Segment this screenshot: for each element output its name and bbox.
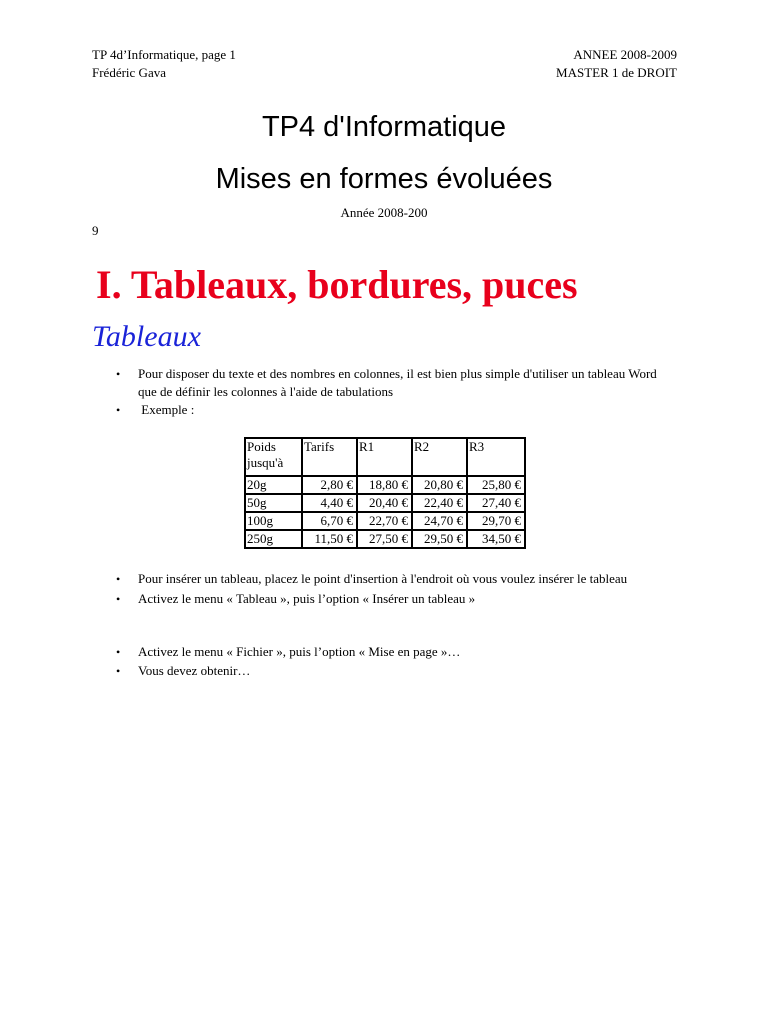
bullet-icon: • <box>116 664 121 678</box>
bullet-icon: • <box>116 367 121 381</box>
table-row <box>245 530 525 548</box>
table-cell: 29,70 € <box>467 512 525 530</box>
table-cell: 24,70 € <box>412 512 467 530</box>
tariff-table <box>244 437 526 549</box>
bullet-text: Activez le menu « Tableau », puis l’option « Insérer un tableau » <box>138 591 476 606</box>
table-cell: 4,40 € <box>302 494 357 512</box>
bullet-text: Exemple : <box>138 402 195 417</box>
bullet-text: Pour insérer un tableau, placez le point d'insertion à l'endroit où vous voulez insérer le tableau <box>138 571 628 586</box>
table-cell: 29,50 € <box>412 530 467 548</box>
table-header-cell: R2 <box>412 438 467 476</box>
list-item <box>0 401 768 419</box>
academic-year: Année 2008-200 <box>340 205 428 220</box>
table-header-cell: Tarifs <box>302 438 357 476</box>
table-cell: 20,40 € <box>357 494 412 512</box>
document-subtitle: Mises en formes évoluées <box>215 163 553 195</box>
intro-bullet-list <box>0 365 768 419</box>
list-item <box>0 365 768 401</box>
list-item <box>0 590 768 608</box>
table-cell: 20g <box>245 476 302 494</box>
bullet-icon: • <box>116 645 121 659</box>
table-cell: 6,70 € <box>302 512 357 530</box>
table-cell: 20,80 € <box>412 476 467 494</box>
header-course-page: TP 4d’Informatique, page 1 <box>92 47 236 62</box>
table-row <box>245 476 525 494</box>
table-cell: 25,80 € <box>467 476 525 494</box>
table-cell: 250g <box>245 530 302 548</box>
page-header-right <box>556 46 677 82</box>
bullet-icon: • <box>116 592 121 606</box>
table-row <box>245 494 525 512</box>
table-cell: 18,80 € <box>357 476 412 494</box>
subsection-heading: Tableaux <box>92 320 201 353</box>
list-item <box>0 643 768 661</box>
table-header-row <box>245 438 525 476</box>
table-cell: 2,80 € <box>302 476 357 494</box>
table-header-cell: R1 <box>357 438 412 476</box>
bullet-text: Vous devez obtenir… <box>138 663 251 678</box>
table-cell: 11,50 € <box>302 530 357 548</box>
insert-table-bullet-list <box>0 570 768 608</box>
header-program: MASTER 1 de DROIT <box>556 65 677 80</box>
table-cell: 50g <box>245 494 302 512</box>
table-cell: 34,50 € <box>467 530 525 548</box>
academic-year-wrap: 9 <box>92 223 99 238</box>
header-year: ANNEE 2008-2009 <box>573 47 677 62</box>
tariff-table-wrapper <box>244 437 526 549</box>
header-author: Frédéric Gava <box>92 65 166 80</box>
table-header-cell: R3 <box>467 438 525 476</box>
bullet-icon: • <box>116 403 121 417</box>
bullet-icon: • <box>116 572 121 586</box>
document-title: TP4 d'Informatique <box>261 111 507 143</box>
table-row <box>245 512 525 530</box>
table-cell: 22,70 € <box>357 512 412 530</box>
bullet-text: Pour disposer du texte et des nombres en colonnes, il est bien plus simple d'utiliser un tableau Word que de définir les colonnes à l'aide de tabulations <box>138 366 657 399</box>
table-cell: 27,40 € <box>467 494 525 512</box>
list-item <box>0 662 768 680</box>
table-header-cell: Poids jusqu'à <box>245 438 302 476</box>
page-setup-bullet-list <box>0 643 768 680</box>
list-item <box>0 570 768 588</box>
table-cell: 100g <box>245 512 302 530</box>
bullet-text: Activez le menu « Fichier », puis l’option « Mise en page »… <box>138 644 461 659</box>
table-cell: 27,50 € <box>357 530 412 548</box>
section-heading: I. Tableaux, bordures, puces <box>96 262 578 307</box>
table-cell: 22,40 € <box>412 494 467 512</box>
page-header-left <box>92 46 236 82</box>
